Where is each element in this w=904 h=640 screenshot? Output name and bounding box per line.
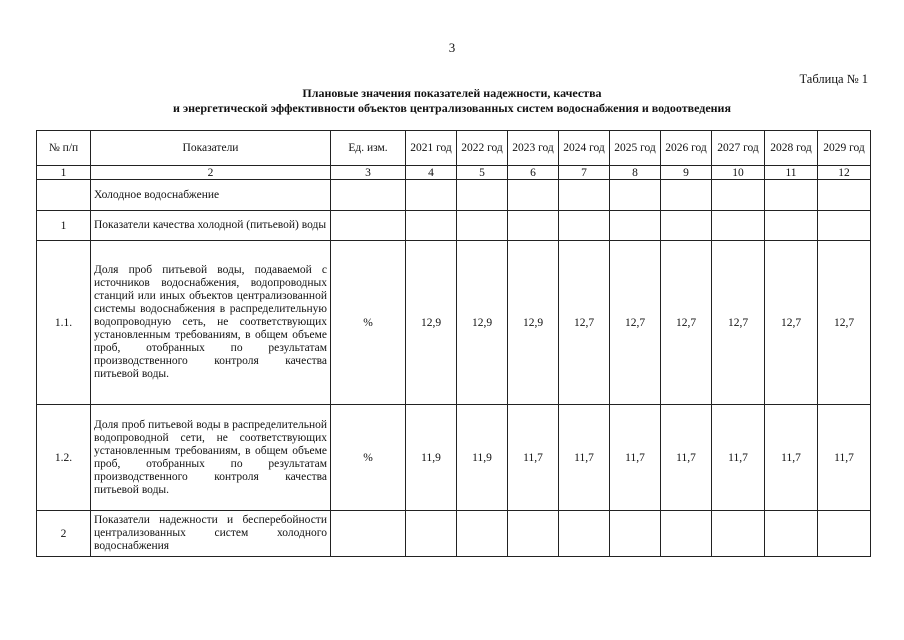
header-num: № п/п <box>37 131 91 166</box>
header-year: 2028 год <box>765 131 818 166</box>
col-number: 5 <box>457 166 508 180</box>
header-year: 2029 год <box>818 131 871 166</box>
header-row <box>37 131 871 166</box>
column-numbers-row <box>37 166 871 180</box>
row-indicator: Холодное водоснабжение <box>91 180 331 211</box>
row-value: 11,7 <box>610 405 661 511</box>
header-year: 2024 год <box>559 131 610 166</box>
col-number: 10 <box>712 166 765 180</box>
header-year: 2021 год <box>406 131 457 166</box>
col-number: 12 <box>818 166 871 180</box>
row-value: 12,7 <box>559 241 610 405</box>
table-row <box>37 211 871 241</box>
row-value: 12,7 <box>818 241 871 405</box>
row-unit <box>331 511 406 557</box>
row-num <box>37 180 91 211</box>
row-value: 11,7 <box>559 405 610 511</box>
table-label: Таблица № 1 <box>799 72 868 86</box>
page-number: 3 <box>448 40 456 55</box>
title-line-1: Плановые значения показателей надежности, качества <box>302 86 602 100</box>
row-value: 12,9 <box>508 241 559 405</box>
col-number: 11 <box>765 166 818 180</box>
row-value: 12,7 <box>765 241 818 405</box>
table-row <box>37 241 871 405</box>
header-year: 2026 год <box>661 131 712 166</box>
row-value: 11,7 <box>712 405 765 511</box>
col-number: 2 <box>91 166 331 180</box>
row-num: 1 <box>37 211 91 241</box>
table-title <box>0 86 904 116</box>
row-indicator: Показатели надежности и бесперебойности централизованных систем холодного водоснабжения <box>91 511 331 557</box>
row-value: 12,7 <box>661 241 712 405</box>
row-unit: % <box>331 241 406 405</box>
table-row <box>37 405 871 511</box>
row-num: 2 <box>37 511 91 557</box>
row-indicator: Доля проб питьевой воды в распределительной водопроводной сети, не соответствующих установленным требованиям, в общем объеме проб, отобранных по результатам производственного контроля качества питьевой воды. <box>91 405 331 511</box>
title-line-2: и энергетической эффективности объектов централизованных систем водоснабжения и водоотведения <box>173 101 731 115</box>
row-value: 11,9 <box>457 405 508 511</box>
row-num: 1.2. <box>37 405 91 511</box>
header-unit: Ед. изм. <box>331 131 406 166</box>
row-value: 11,7 <box>661 405 712 511</box>
col-number: 7 <box>559 166 610 180</box>
row-value: 12,9 <box>406 241 457 405</box>
table-row <box>37 180 871 211</box>
col-number: 6 <box>508 166 559 180</box>
header-year: 2022 год <box>457 131 508 166</box>
col-number: 4 <box>406 166 457 180</box>
row-value: 11,9 <box>406 405 457 511</box>
table-row <box>37 511 871 557</box>
row-indicator: Показатели качества холодной (питьевой) воды <box>91 211 331 241</box>
header-indicators: Показатели <box>91 131 331 166</box>
row-value: 12,9 <box>457 241 508 405</box>
header-year: 2027 год <box>712 131 765 166</box>
row-value: 12,7 <box>712 241 765 405</box>
col-number: 8 <box>610 166 661 180</box>
col-number: 1 <box>37 166 91 180</box>
row-unit <box>331 211 406 241</box>
header-year: 2023 год <box>508 131 559 166</box>
row-unit: % <box>331 405 406 511</box>
col-number: 3 <box>331 166 406 180</box>
row-value: 11,7 <box>765 405 818 511</box>
col-number: 9 <box>661 166 712 180</box>
row-value: 12,7 <box>610 241 661 405</box>
row-unit <box>331 180 406 211</box>
indicators-table <box>36 130 871 557</box>
row-indicator: Доля проб питьевой воды, подаваемой с источников водоснабжения, водопроводных станций или иных объектов централизованной системы водоснабжения в распределительную водопроводную сеть, не соответствующих установленным требованиям, в общем объеме проб, отобранных по результатам производственного контроля качества питьевой воды. <box>91 241 331 405</box>
row-value: 11,7 <box>818 405 871 511</box>
header-year: 2025 год <box>610 131 661 166</box>
row-value: 11,7 <box>508 405 559 511</box>
row-num: 1.1. <box>37 241 91 405</box>
